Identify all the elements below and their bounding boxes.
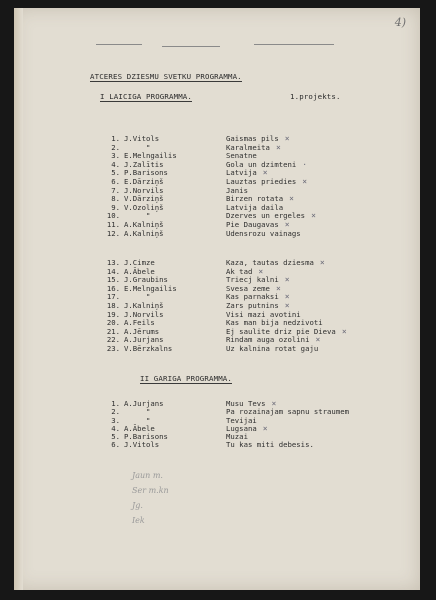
entry-author: A.Ābele xyxy=(124,423,155,433)
entry-number: 17. xyxy=(106,292,120,302)
section-heading-laiciga: I LAICIGA PROGRAMMA. xyxy=(100,92,192,101)
entry-number: 5. xyxy=(111,432,120,442)
entry-author: " xyxy=(146,211,151,221)
entry-number: 1. xyxy=(111,399,120,408)
pencil-note: Jaun m. xyxy=(132,471,163,480)
entry-number: 4. xyxy=(111,423,120,433)
entry-title: Rindam auga ozolini xyxy=(226,335,310,345)
titles-column xyxy=(226,259,406,354)
entry-author: E.Melngailis xyxy=(124,151,177,161)
entry-author: " xyxy=(146,415,151,425)
entry-title-row xyxy=(226,259,406,268)
section-heading-gariga: II GARIGA PROGRAMMA. xyxy=(140,374,232,383)
project-label: 1.projekts. xyxy=(290,92,341,101)
entry-author-row xyxy=(102,204,222,213)
header-dash xyxy=(96,44,142,45)
entry-title-row xyxy=(226,178,406,187)
entry-number: 23. xyxy=(106,343,120,353)
check-mark-icon: × xyxy=(275,283,281,293)
entry-number: 18. xyxy=(106,300,120,310)
check-mark-icon: × xyxy=(284,300,290,310)
check-mark-icon: × xyxy=(284,292,290,302)
entry-title: Lauztas priedies xyxy=(226,176,297,186)
entry-author: A.Jurjans xyxy=(124,399,164,408)
entry-author: A.Jērums xyxy=(124,326,160,336)
entry-author: J.Norvils xyxy=(124,185,164,195)
entry-number: 7. xyxy=(111,185,120,195)
pencil-notes xyxy=(132,468,169,528)
entry-author: V.Dārziņš xyxy=(124,194,164,204)
document-title: ATCERES DZIESMU SVETKU PROGRAMMA. xyxy=(90,72,242,81)
authors-column xyxy=(102,135,222,238)
entry-author: A.Feils xyxy=(124,318,155,328)
entry-title-row xyxy=(226,230,406,239)
entry-number: 13. xyxy=(106,258,120,267)
entry-number: 11. xyxy=(106,219,120,229)
entry-number: 14. xyxy=(106,266,120,276)
titles-column xyxy=(226,400,406,450)
entry-title: Kaza, tautas dziesma xyxy=(226,258,314,267)
entry-title: Zars putnins xyxy=(226,300,279,310)
entry-title: Kas man bija nedzivoti xyxy=(226,318,323,328)
entry-title: Lugsana xyxy=(226,423,257,433)
entry-author-row xyxy=(102,433,222,441)
entry-number: 3. xyxy=(111,415,120,425)
entry-number: 21. xyxy=(106,326,120,336)
entry-author-row xyxy=(102,230,222,239)
pencil-note: Jg. xyxy=(132,501,143,510)
entry-author: E.Dārziņš xyxy=(124,176,164,186)
document-page xyxy=(14,8,420,590)
entry-title: Karalmeita xyxy=(226,142,270,152)
entry-title: Pie Daugavas xyxy=(226,219,279,229)
check-mark-icon: × xyxy=(258,266,264,276)
entry-author: J.Norvils xyxy=(124,309,164,319)
entry-number: 4. xyxy=(111,159,120,169)
entry-author-row xyxy=(102,408,222,416)
entry-title: Birzen rotata xyxy=(226,194,284,204)
entry-title: Tevijai xyxy=(226,415,257,425)
entry-author-row xyxy=(102,285,222,294)
entry-title: Ak tad xyxy=(226,266,253,276)
entry-author: A.Jurjans xyxy=(124,335,164,345)
page-number: 4) xyxy=(394,16,406,29)
pencil-note: Iek xyxy=(132,516,145,525)
entry-number: 20. xyxy=(106,318,120,328)
entry-title: Triecj kalni xyxy=(226,275,279,285)
entry-number: 16. xyxy=(106,283,120,293)
entry-title: Gaismas pils xyxy=(226,134,279,143)
check-mark-icon: × xyxy=(271,399,277,408)
entry-number: 2. xyxy=(111,407,120,417)
entry-author-row xyxy=(102,417,222,425)
entry-number: 8. xyxy=(111,194,120,204)
entry-author: A.Kalniņš xyxy=(124,228,164,238)
entry-number: 2. xyxy=(111,142,120,152)
check-mark-icon: · xyxy=(302,159,308,169)
entry-number: 9. xyxy=(111,202,120,212)
entry-title: Dzerves un ergeles xyxy=(226,211,306,221)
entry-author: V.Bērzkalns xyxy=(124,343,173,353)
check-mark-icon: × xyxy=(284,219,290,229)
entry-number: 19. xyxy=(106,309,120,319)
check-mark-icon: × xyxy=(262,168,268,178)
check-mark-icon: × xyxy=(284,134,290,143)
header-dash xyxy=(254,44,334,45)
entry-title: Latvija daila xyxy=(226,202,284,212)
entry-author-row xyxy=(102,319,222,328)
page-edge xyxy=(14,8,23,590)
check-mark-icon: × xyxy=(284,275,290,285)
entry-author: V.Ozoliņš xyxy=(124,202,164,212)
entry-number: 1. xyxy=(111,134,120,143)
entry-title: Gola un dzimteni xyxy=(226,159,297,169)
entry-author-row xyxy=(102,135,222,144)
check-mark-icon: × xyxy=(311,211,316,221)
entry-author-row xyxy=(102,400,222,408)
entry-author: J.Cimze xyxy=(124,258,155,267)
entry-author: J.Vitols xyxy=(124,440,160,450)
entry-number: 6. xyxy=(111,176,120,186)
entry-author-row xyxy=(102,311,222,320)
entry-title: Senatne xyxy=(226,151,257,161)
entry-author: J.Kalniņš xyxy=(124,300,164,310)
entry-title: Latvija xyxy=(226,168,257,178)
entry-number: 6. xyxy=(111,440,120,450)
entry-number: 5. xyxy=(111,168,120,178)
entry-author-row xyxy=(102,441,222,449)
entry-author-row xyxy=(102,259,222,268)
entry-title-row xyxy=(226,345,406,354)
entry-title: Muzai xyxy=(226,432,248,442)
entry-title: Musu Tevs xyxy=(226,399,266,408)
entry-author: P.Barisons xyxy=(124,168,168,178)
entry-author: " xyxy=(146,292,151,302)
entry-author: J.Zalītis xyxy=(124,159,164,169)
pencil-note: Ser m.kn xyxy=(132,486,169,495)
entry-author: " xyxy=(146,407,151,417)
entry-author: P.Barisons xyxy=(124,432,168,442)
entry-author: " xyxy=(146,142,151,152)
check-mark-icon: × xyxy=(262,423,268,433)
check-mark-icon: × xyxy=(319,258,325,267)
titles-column xyxy=(226,135,406,238)
entry-author: J.Vitols xyxy=(124,134,160,143)
entry-title: Svesa zeme xyxy=(226,283,270,293)
entry-title: Pa rozainajam sapnu straumem xyxy=(226,407,350,417)
check-mark-icon: × xyxy=(275,142,281,152)
check-mark-icon: × xyxy=(315,335,321,345)
authors-column xyxy=(102,259,222,354)
check-mark-icon: × xyxy=(302,176,308,186)
entry-title: Kas parnaksi xyxy=(226,292,279,302)
entry-title-row xyxy=(226,425,406,433)
entry-title: Tu kas miti debesis. xyxy=(226,440,314,450)
header-dash xyxy=(162,46,220,47)
entry-number: 3. xyxy=(111,151,120,161)
entry-author: A.Ābele xyxy=(124,266,155,276)
entry-title: Visi mazi avotini xyxy=(226,309,301,319)
entry-number: 12. xyxy=(106,228,120,238)
entry-title: Uz kalnina rotat gaju xyxy=(226,343,319,353)
entry-number: 10. xyxy=(106,211,120,221)
authors-column xyxy=(102,400,222,450)
check-mark-icon: × xyxy=(289,194,294,204)
entry-number: 15. xyxy=(106,275,120,285)
entry-title: Ej saulite driz pie Dieva xyxy=(226,326,336,336)
entry-author-row xyxy=(102,345,222,354)
entry-title: Janis xyxy=(226,185,248,195)
check-mark-icon: × xyxy=(341,326,347,336)
entry-author: A.Kalniņš xyxy=(124,219,164,229)
entry-author: E.Melngailis xyxy=(124,283,177,293)
entry-title-row xyxy=(226,441,406,449)
entry-author: J.Graubins xyxy=(124,275,168,285)
entry-number: 22. xyxy=(106,335,120,345)
entry-title: Udensrozu vainags xyxy=(226,228,301,238)
